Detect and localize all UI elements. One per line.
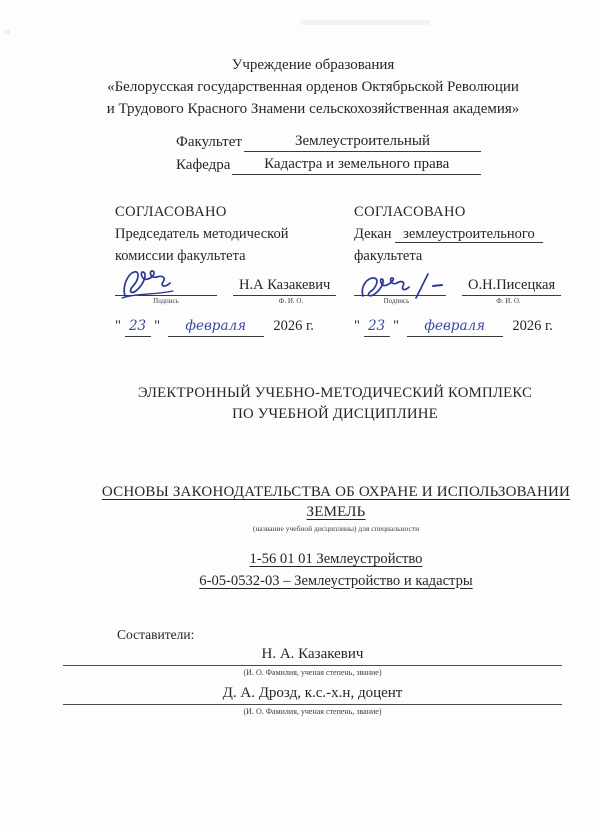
- institution-line-2: «Белорусская государственная орденов Октябрьской Революции: [107, 79, 519, 95]
- specialty-line-2: 6-05-0532-03 – Землеустройство и кадастры: [199, 572, 473, 589]
- approval-right-title: СОГЛАСОВАНО: [354, 204, 466, 220]
- discipline-title-line-1: ОСНОВЫ ЗАКОНОДАТЕЛЬСТВА ОБ ОХРАНЕ И ИСПОЛЬЗОВАНИИ: [101, 484, 571, 500]
- year-label: 2026 г.: [512, 318, 553, 334]
- institution-header: [40, 54, 586, 120]
- signature-caption: Подпись: [153, 297, 179, 305]
- approval-left-role-line1: Председатель методической: [115, 226, 289, 242]
- approval-left-date: [115, 316, 354, 337]
- approval-left-role-line2: комиссии факультета: [115, 248, 246, 264]
- signature-line: [115, 269, 217, 296]
- department-value: Кадастра и земельного права: [232, 155, 481, 175]
- quote-close: ": [393, 318, 400, 334]
- discipline-title-line-2: ЗЕМЕЛЬ: [306, 504, 366, 520]
- approval-left-name: Н.А Казакевич: [233, 275, 336, 296]
- approval-left-title: СОГЛАСОВАНО: [115, 204, 227, 220]
- quote-close: ": [154, 318, 161, 334]
- main-title-line-1: ЭЛЕКТРОННЫЙ УЧЕБНО-МЕТОДИЧЕСКИЙ КОМПЛЕКС: [137, 385, 533, 401]
- handwritten-day: 23: [125, 316, 151, 337]
- discipline-caption: (название учебной дисциплины) для специальности: [252, 524, 420, 533]
- scan-artifact: [300, 20, 430, 25]
- fio-caption: Ф. И. О.: [278, 297, 304, 305]
- compiler-name: Д. А. Дрозд, к.с.-х.н, доцент: [63, 685, 562, 705]
- signature-scribble-icon: [119, 266, 191, 302]
- compiler-entry: [63, 685, 562, 717]
- approval-right-name: О.Н.Писецкая: [462, 275, 561, 296]
- faculty-department-block: [176, 129, 481, 175]
- faculty-row: [176, 129, 481, 152]
- compilers-label: Составители:: [117, 627, 195, 642]
- approval-right-role-row: [354, 223, 562, 245]
- approval-right-role-line2: факультета: [354, 248, 423, 264]
- dean-label: Декан: [354, 226, 392, 242]
- dean-faculty-value: землеустроительного: [395, 226, 543, 243]
- main-title: [70, 383, 600, 425]
- department-row: [176, 152, 481, 175]
- handwritten-month: февраля: [407, 316, 503, 337]
- approval-block-right: [354, 201, 562, 337]
- compiler-entry: [63, 646, 562, 678]
- compiler-caption: (И. О. Фамилия, ученая степень, звание): [243, 707, 382, 716]
- quote-open: ": [115, 318, 121, 334]
- fio-caption: Ф. И. О.: [496, 297, 521, 305]
- compilers-section: [63, 626, 562, 717]
- compiler-name: Н. А. Казакевич: [63, 646, 562, 666]
- signature-caption: Подпись: [383, 297, 410, 305]
- faculty-label: Факультет: [176, 134, 242, 150]
- approval-block-left: [115, 201, 354, 337]
- quote-open: ": [354, 318, 360, 334]
- year-label: 2026 г.: [273, 318, 314, 334]
- approval-right-signature-row: [354, 270, 562, 296]
- signature-scribble-icon: [358, 270, 446, 302]
- department-label: Кафедра: [176, 157, 231, 173]
- scan-artifact: [4, 30, 10, 34]
- approval-right-date: [354, 316, 562, 337]
- institution-line-3: и Трудового Красного Знамени сельскохозяйственная академия»: [106, 101, 520, 117]
- signature-line: [354, 269, 446, 296]
- institution-line-1: Учреждение образования: [231, 57, 395, 73]
- compiler-caption: (И. О. Фамилия, ученая степень, звание): [243, 668, 382, 677]
- main-title-line-2: ПО УЧЕБНОЙ ДИСЦИПЛИНЕ: [232, 406, 438, 422]
- approvals-section: [115, 201, 562, 337]
- specialty-line-1: 1-56 01 01 Землеустройство: [249, 551, 423, 567]
- approval-left-signature-row: [115, 270, 354, 296]
- discipline-section: [76, 482, 596, 592]
- handwritten-month: февраля: [168, 316, 264, 337]
- faculty-value: Землеустроительный: [244, 132, 481, 152]
- handwritten-day: 23: [364, 316, 390, 337]
- specialties: [76, 549, 596, 592]
